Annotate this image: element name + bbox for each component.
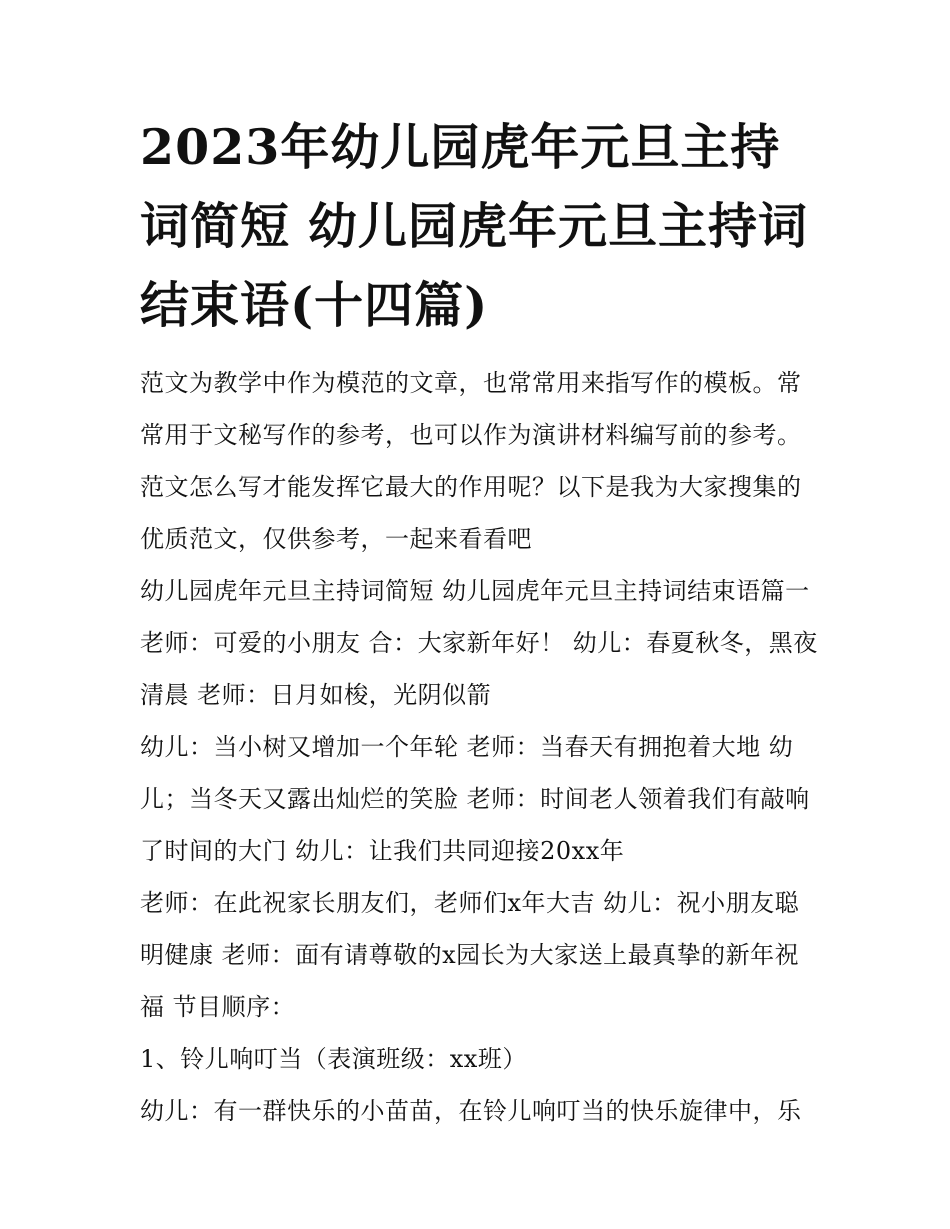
paragraph-opening: 幼儿园虎年元旦主持词简短 幼儿园虎年元旦主持词结束语篇一 老师：可爱的小朋友 合：大家新年好！ 幼儿：春夏秋冬，黑夜清晨 老师：日月如梭，光阴似箭 [140, 577, 818, 709]
document-page [140, 108, 820, 1137]
paragraph-dialogue-2: 老师：在此祝家长朋友们，老师们x年大吉 幼儿：祝小朋友聪明健康 老师：面有请尊敬的x园长为大家送上最真挚的新年祝福 节目顺序： [140, 889, 800, 1021]
document-title: 2023年幼儿园虎年元旦主持词简短 幼儿园虎年元旦主持词结束语(十四篇) [140, 118, 809, 334]
paragraph-dialogue-3: 幼儿：有一群快乐的小苗苗，在铃儿响叮当的快乐旋律中，乐 [140, 1097, 802, 1125]
paragraph-program-item: 1、铃儿响叮当（表演班级：xx班） [140, 1045, 527, 1073]
paragraph-intro: 范文为教学中作为模范的文章，也常常用来指写作的模板。常常用于文秘写作的参考，也可以作为演讲材料编写前的参考。范文怎么写才能发挥它最大的作用呢？以下是我为大家搜集的优质范文，仅供参考，一起来看看吧 [140, 369, 802, 553]
paragraph-dialogue-1: 幼儿：当小树又增加一个年轮 老师：当春天有拥抱着大地 幼儿；当冬天又露出灿烂的笑脸 老师：时间老人领着我们有敲响了时间的大门 幼儿：让我们共同迎接20xx年 [140, 733, 810, 865]
document-body [140, 357, 820, 1137]
